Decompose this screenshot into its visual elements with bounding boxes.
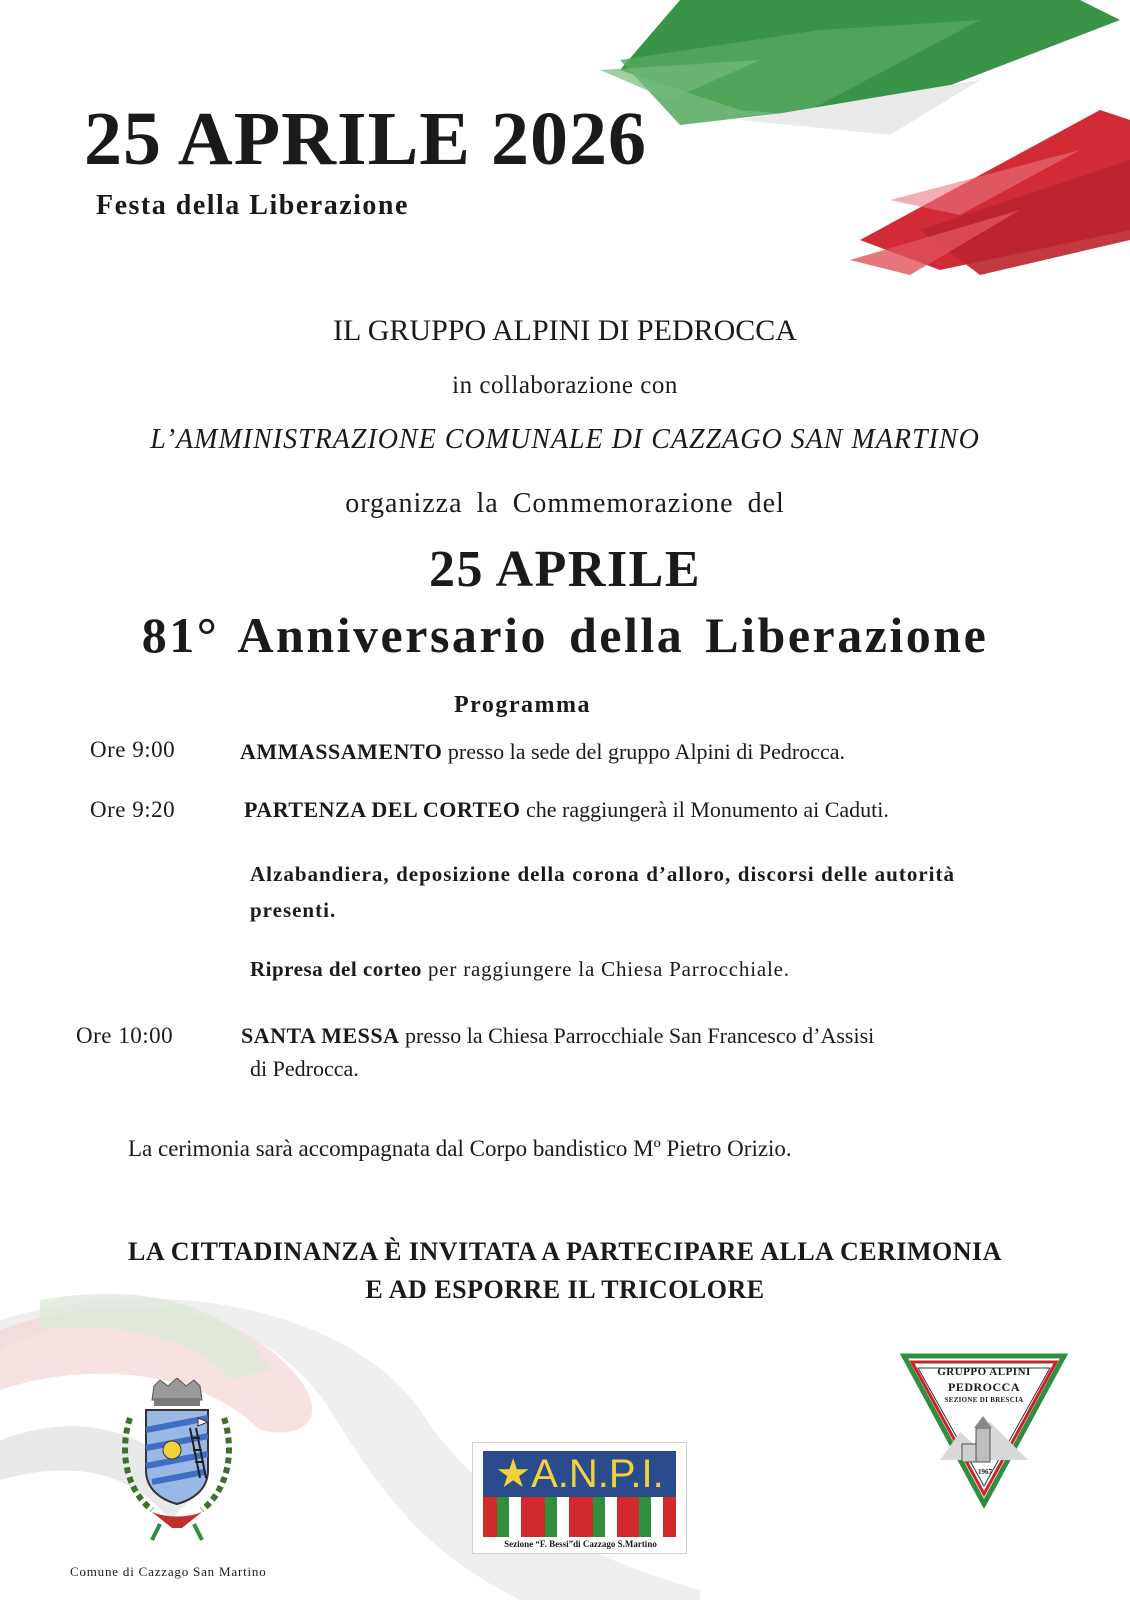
main-title: 25 APRILE 2026 bbox=[84, 97, 647, 181]
comune-coat-of-arms-icon bbox=[112, 1378, 242, 1548]
program-desc-3 bbox=[241, 1023, 874, 1049]
program-desc-1 bbox=[240, 739, 845, 765]
program-desc-2-text: che raggiungerà il Monumento ai Caduti. bbox=[520, 797, 889, 822]
program-desc-3-bold: SANTA MESSA bbox=[241, 1023, 400, 1048]
collaboration-text: in collaborazione con bbox=[452, 372, 678, 399]
program-time-1: Ore 9:00 bbox=[90, 737, 176, 762]
organizer-group: IL GRUPPO ALPINI DI PEDROCCA bbox=[333, 314, 797, 347]
program-time-3: Ore 10:00 bbox=[76, 1023, 174, 1048]
program-desc-3-text: presso la Chiesa Parrocchiale San Francesco d’Assisi bbox=[399, 1023, 875, 1048]
invite-line-1: LA CITTADINANZA È INVITATA A PARTECIPARE ALLA CERIMONIA bbox=[128, 1237, 1002, 1266]
invite-line-2: E AD ESPORRE IL TRICOLORE bbox=[365, 1275, 765, 1304]
band-note: La cerimonia sarà accompagnata dal Corpo bandistico Mº Pietro Orizio. bbox=[128, 1136, 792, 1161]
subtitle: Festa della Liberazione bbox=[96, 190, 409, 221]
program-heading: Programma bbox=[454, 692, 592, 718]
anpi-flags-icon bbox=[483, 1497, 676, 1537]
anniversary-heading: 81° Anniversario della Liberazione bbox=[141, 607, 989, 663]
program-desc-1-text: presso la sede del gruppo Alpini di Pedrocca. bbox=[442, 739, 846, 764]
program-time-2: Ore 9:20 bbox=[90, 797, 176, 822]
alpini-line-3: SEZIONE DI BRESCIA bbox=[944, 1396, 1024, 1404]
anpi-title: ★A.N.P.I. bbox=[483, 1451, 676, 1497]
comune-label: Comune di Cazzago San Martino bbox=[70, 1564, 267, 1579]
procession-resume-text: per raggiungere la Chiesa Parrocchiale. bbox=[421, 957, 790, 981]
program-desc-2 bbox=[244, 797, 889, 823]
alpini-year: 1967 bbox=[978, 1468, 992, 1476]
organizes-text: organizza la Commemorazione del bbox=[345, 488, 785, 519]
procession-resume-bold: Ripresa del corteo bbox=[250, 957, 422, 981]
ceremony-details: Alzabandiera, deposizione della corona d’alloro, discorsi delle autorità presenti. bbox=[250, 862, 955, 922]
alpini-line-2: PEDROCCA bbox=[948, 1380, 1020, 1394]
anpi-logo bbox=[472, 1442, 687, 1554]
program-desc-1-bold: AMMASSAMENTO bbox=[240, 739, 443, 764]
alpini-line-1: GRUPPO ALPINI bbox=[937, 1366, 1031, 1378]
program-desc-2-bold: PARTENZA DEL CORTEO bbox=[244, 797, 521, 822]
administration-name: L’AMMINISTRAZIONE COMUNALE DI CAZZAGO SAN MARTINO bbox=[150, 424, 980, 455]
program-desc-3-continued: di Pedrocca. bbox=[250, 1056, 359, 1081]
event-date: 25 APRILE bbox=[428, 541, 702, 598]
anpi-caption: Sezione “F. Bessi”di Cazzago S.Martino bbox=[504, 1539, 657, 1549]
procession-resume bbox=[250, 957, 790, 982]
